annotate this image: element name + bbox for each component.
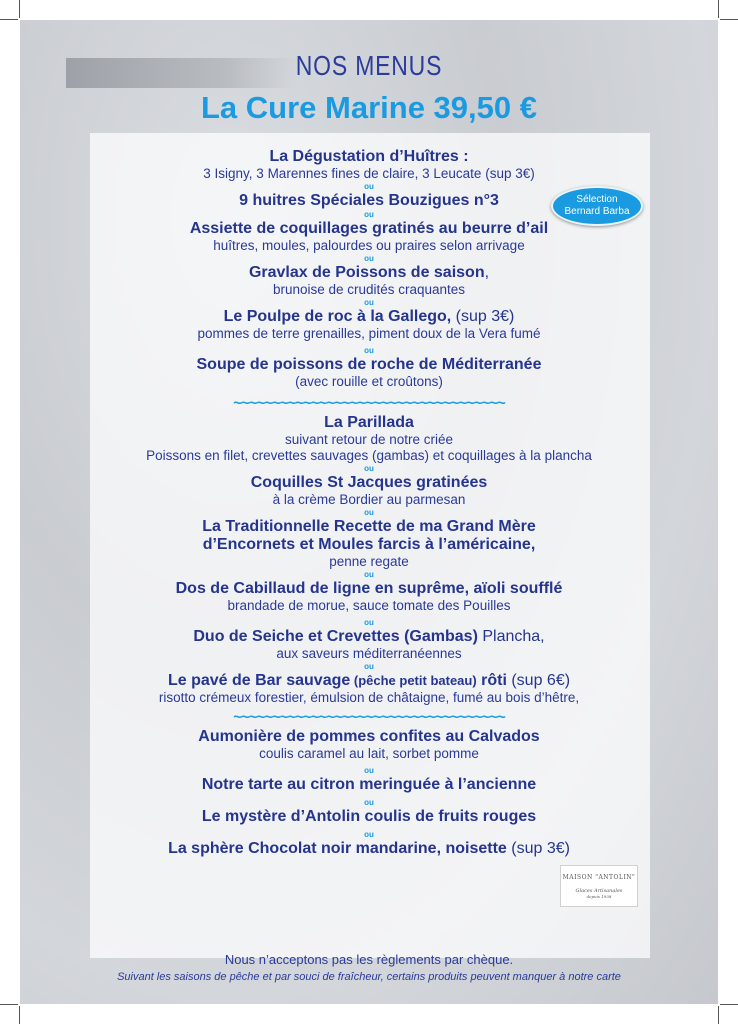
dish-description: (avec rouille et croûtons) [295, 374, 443, 389]
dish-description: brunoise de crudités craquantes [272, 282, 466, 297]
dish-description: Poissons en filet, crevettes sauvages (gambas) et coquillages à la plancha [146, 448, 592, 463]
separator-ou: ou [364, 798, 374, 807]
dish-title: La Dégustation d’Huîtres : [269, 148, 469, 165]
dish-description: coulis caramel au lait, sorbet pomme [259, 746, 479, 761]
dish-title-extra: (sup 6€) [506, 672, 571, 689]
payment-note: Nous n’acceptons pas les règlements par chèque. [224, 952, 514, 967]
dish-description: suivant retour de notre criée [284, 432, 454, 447]
dish-title-extra: , [484, 264, 490, 281]
dish-title [0, 840, 738, 858]
logo-line: Glaces Artisanales [575, 888, 623, 894]
dish-title: Dos de Cabillaud de ligne en suprême, aïoli soufflé [175, 580, 563, 597]
dish-item [0, 414, 738, 464]
dish-description: risotto crémeux forestier, émulsion de châtaigne, fumé au bois d’hêtre, [158, 690, 580, 705]
dish-item [0, 308, 738, 342]
dish-item [0, 672, 738, 706]
dish-title: Coquilles St Jacques gratinées [250, 474, 488, 491]
starters-section [0, 148, 738, 390]
crop-mark [720, 19, 738, 20]
dish-title-bold: rôti [476, 672, 507, 689]
dish-item [0, 192, 738, 210]
dish-description: à la crème Bordier au parmesan [272, 492, 466, 507]
dish-title-main: Duo de Seiche et Crevettes (Gambas) [193, 628, 478, 645]
logo-line: MAISON "ANTOLIN" [562, 874, 636, 881]
dish-title-extra: (sup 3€) [451, 308, 515, 325]
page-title: NOS MENUS [295, 50, 443, 81]
dish-item [0, 808, 738, 826]
dish-description: 3 Isigny, 3 Marennes fines de claire, 3 Leucate (sup 3€) [203, 166, 535, 181]
dish-title: 9 huitres Spéciales Bouzigues n°3 [239, 192, 499, 209]
separator-ou: ou [364, 570, 374, 579]
mains-section [0, 414, 738, 706]
separator-ou: ou [364, 254, 374, 263]
dish-title [0, 264, 738, 282]
crop-mark [0, 19, 18, 20]
dish-title-extra: Plancha, [477, 628, 545, 645]
dish-title-extra: (sup 3€) [506, 840, 570, 857]
crop-mark [19, 0, 20, 18]
dish-description: penne regate [329, 554, 409, 569]
dish-title: Le mystère d’Antolin coulis de fruits rouges [201, 808, 537, 825]
logo-line: depuis 1938 [586, 894, 612, 899]
dish-title-main: Gravlax de Poissons de saison [248, 264, 485, 281]
dish-item [0, 580, 738, 614]
crop-mark [19, 1006, 20, 1024]
badge-line: Bernard Barba [564, 206, 630, 217]
dish-description: pommes de terre grenailles, piment doux de la Vera fumé [197, 326, 541, 341]
dish-item [0, 356, 738, 390]
dish-item [0, 518, 738, 570]
dish-title: d’Encornets et Moules farcis à l’américaine, [202, 536, 536, 553]
disclaimer-note: Suivant les saisons de pêche et par souci de fraîcheur, certains produits peuvent manquer à notre carte [117, 971, 621, 983]
dish-title: La Traditionnelle Recette de ma Grand Mère [202, 518, 536, 535]
separator-ou: ou [364, 662, 374, 671]
dish-title: Soupe de poissons de roche de Méditerranée [196, 356, 542, 373]
dish-title: Assiette de coquillages gratinés au beurre d’ail [189, 220, 549, 237]
dish-title-main: Le Poulpe de roc à la Gallego, [223, 308, 452, 325]
dish-item [0, 148, 738, 182]
dish-item [0, 728, 738, 762]
dish-item [0, 628, 738, 662]
dish-item [0, 474, 738, 508]
dish-title: La Parillada [324, 414, 414, 431]
separator-ou: ou [364, 464, 374, 473]
separator-ou: ou [364, 298, 374, 307]
dish-title-main: La sphère Chocolat noir mandarine, noisette [168, 840, 507, 857]
crop-mark [720, 1004, 738, 1005]
menu-content [0, 148, 738, 858]
dish-title-small: (pêche petit bateau) [350, 673, 477, 688]
dish-title [0, 308, 738, 326]
separator-ou: ou [364, 766, 374, 775]
dish-item [0, 264, 738, 298]
crop-mark [718, 1006, 719, 1024]
badge-line: Sélection [576, 194, 618, 205]
separator-ou: ou [364, 182, 374, 191]
dish-description: huîtres, moules, palourdes ou praires selon arrivage [213, 238, 525, 253]
desserts-section [0, 728, 738, 858]
dish-title [0, 672, 738, 690]
separator-ou: ou [364, 346, 374, 355]
separator-ou: ou [364, 210, 374, 219]
dish-item [0, 840, 738, 858]
section-divider: ~~~~~~~~~~~~~~~~~~~~~~~~~~~~~~~~~~~ [233, 709, 505, 726]
dish-description: brandade de morue, sauce tomate des Pouilles [227, 598, 511, 613]
separator-ou: ou [364, 618, 374, 627]
dish-title [0, 628, 738, 646]
dish-title-main: Le pavé de Bar sauvage [167, 672, 351, 689]
dish-item [0, 220, 738, 254]
dish-title: Aumonière de pommes confites au Calvados [198, 728, 540, 745]
dish-title: Notre tarte au citron meringuée à l’ancienne [201, 776, 537, 793]
dish-description: aux saveurs méditerranéennes [276, 646, 462, 661]
separator-ou: ou [364, 508, 374, 517]
crop-mark [0, 1004, 18, 1005]
antolin-logo [560, 865, 638, 907]
crop-mark [718, 0, 719, 18]
section-divider: ~~~~~~~~~~~~~~~~~~~~~~~~~~~~~~~~~~~ [233, 395, 505, 412]
menu-name-price: La Cure Marine 39,50 € [201, 90, 537, 125]
separator-ou: ou [364, 830, 374, 839]
dish-item [0, 776, 738, 794]
